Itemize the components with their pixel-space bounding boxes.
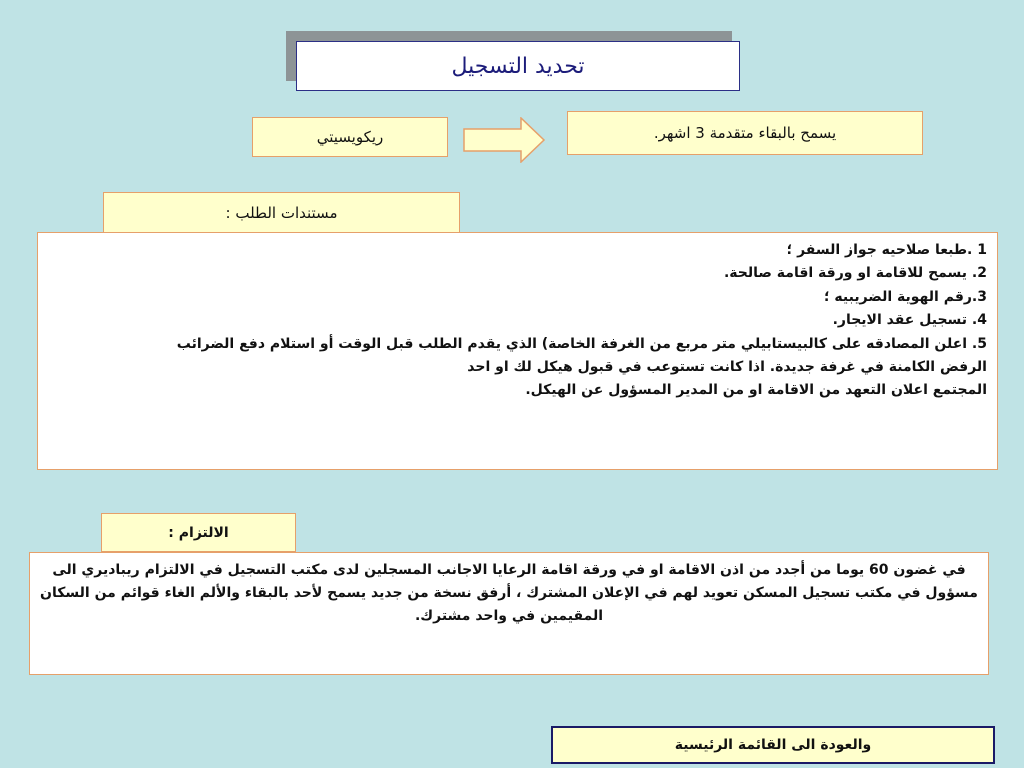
page-title (296, 41, 740, 91)
requirement-item: الرفض الكامنة في غرفة جديدة. اذا كانت تستوعب في قبول هيكل لك او احد (467, 359, 987, 376)
requirement-item: المجتمع اعلان التعهد من الاقامة او من المدير المسؤول عن الهيكل. (525, 382, 987, 399)
commitment-text: في غضون 60 يوما من أجدد من اذن الاقامة او في ورقة اقامة الرعايا الاجانب المسجلين لدى مكتب التسجيل في الالتزام ريباديري الى مسؤول في مكتب تسجيل المسكن تعويد لهم في الإعلان المشترك ، أرفق نسخة من جديد يسمح لأحد بالبقاء والألم الغاء قوائم من السكان المقيمين في واحد مشترك. (40, 562, 978, 624)
commitment-heading: الالتزام : (168, 524, 229, 541)
requirements-list (38, 233, 997, 403)
requirement-item: 3.رقم الهوية الضريبيه ؛ (823, 288, 987, 305)
requirement-item: 2. يسمح للاقامة او ورقة اقامة صالحة. (723, 265, 987, 282)
program-description-box (567, 111, 923, 155)
program-description-text: يسمح بالبقاء متقدمة 3 اشهر. (653, 124, 837, 142)
back-to-main-menu-button[interactable] (551, 726, 995, 764)
requirement-item: 5. اعلن المصادقه على كالبيستابيلي متر مربع من الغرفة الخاصة) الذي يقدم الطلب قبل الوقت أو استلام دفع الضرائب (176, 335, 987, 352)
commitment-heading-box (101, 513, 296, 552)
commitment-panel (29, 552, 989, 675)
requirements-panel (37, 232, 998, 470)
back-to-main-menu-label: والعودة الى القائمة الرئيسية (674, 737, 872, 753)
program-label-text: ريكويسيتي (316, 128, 384, 146)
requirements-heading: مستندات الطلب : (225, 204, 338, 222)
right-arrow-icon (463, 117, 547, 163)
requirement-item: 1 .طبعا صلاحيه جواز السفر ؛ (786, 242, 987, 258)
program-label-box[interactable] (252, 117, 448, 157)
requirements-heading-box (103, 192, 460, 234)
page-title-text: تحديد التسجيل (451, 53, 585, 79)
requirement-item: 4. تسجيل عقد الايجار. (832, 312, 987, 329)
